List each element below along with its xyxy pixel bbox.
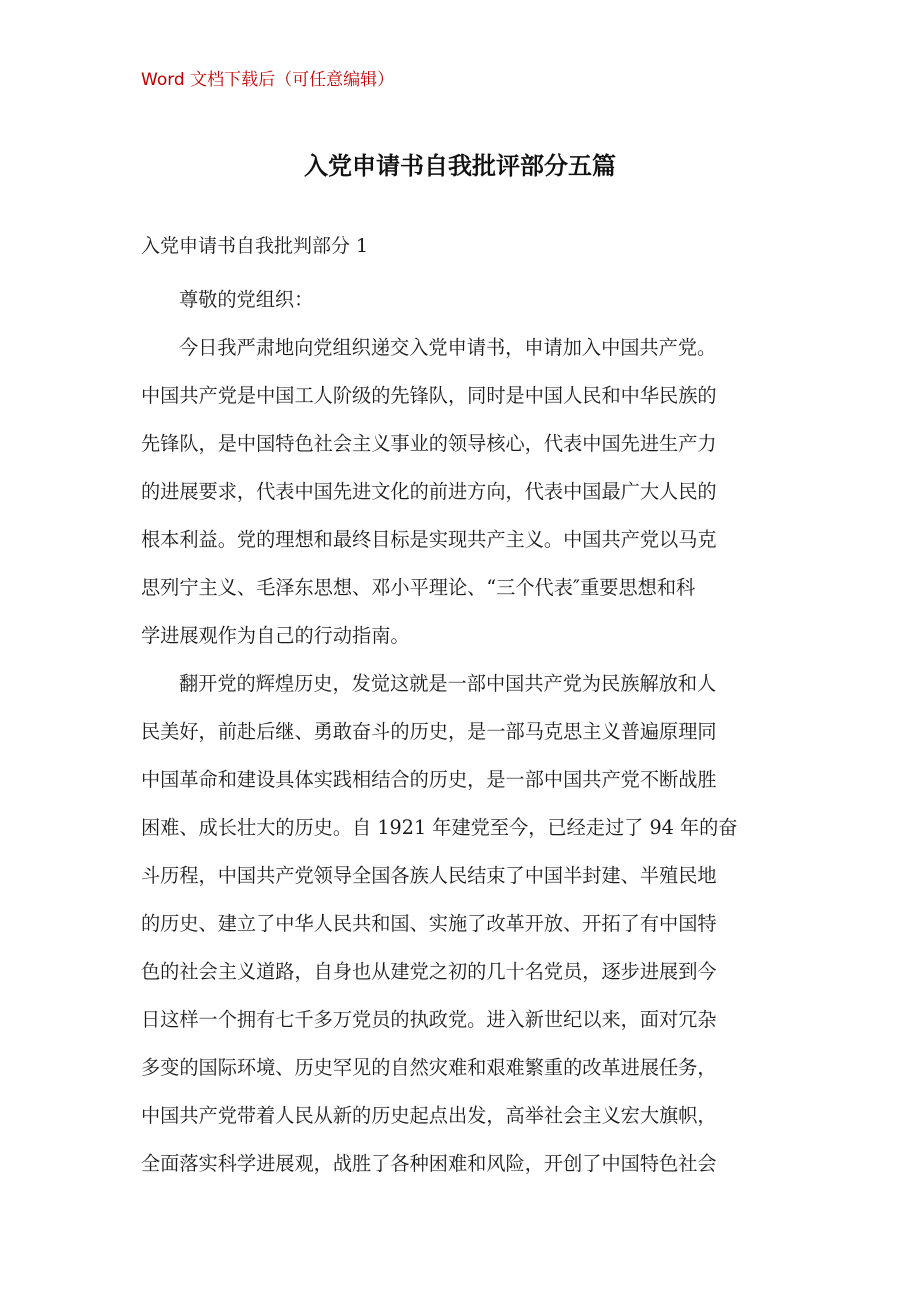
section-heading: 入党申请书自我批判部分 1 bbox=[141, 235, 369, 257]
paragraph-line: 斗历程，中国共产党领导全国各族人民结束了中国半封建、半殖民地 bbox=[141, 864, 717, 887]
paragraph-line: 的进展要求，代表中国先进文化的前进方向，代表中国最广大人民的 bbox=[141, 480, 717, 503]
paragraph-line: 多变的国际环境、历史罕见的自然灾难和艰难繁重的改革进展任务， bbox=[141, 1056, 717, 1079]
paragraph-line: 困难、成长壮大的历史。自 1921 年建党至今，已经走过了 94 年的奋 bbox=[141, 816, 738, 839]
salutation: 尊敬的党组织： bbox=[179, 288, 314, 311]
download-header-note: Word 文档下载后（可任意编辑） bbox=[141, 70, 395, 90]
paragraph-line: 色的社会主义道路，自身也从建党之初的几十名党员，逐步进展到今 bbox=[141, 960, 717, 983]
paragraph-line: 先锋队，是中国特色社会主义事业的领导核心，代表中国先进生产力 bbox=[141, 432, 717, 455]
paragraph-line: 今日我严肃地向党组织递交入党申请书，申请加入中国共产党。 bbox=[179, 336, 717, 359]
paragraph-line: 中国共产党带着人民从新的历史起点出发，高举社会主义宏大旗帜， bbox=[141, 1104, 717, 1127]
document-body bbox=[141, 276, 785, 1188]
paragraph-line: 学进展观作为自己的行动指南。 bbox=[141, 624, 410, 647]
paragraph-1 bbox=[141, 324, 785, 660]
salutation-paragraph bbox=[141, 276, 785, 324]
paragraph-line: 思列宁主义、毛泽东思想、邓小平理论、“三个代表″重要思想和科 bbox=[141, 576, 696, 599]
paragraph-line: 的历史、建立了中华人民共和国、实施了改革开放、开拓了有中国特 bbox=[141, 912, 717, 935]
document-title: 入党申请书自我批评部分五篇 bbox=[304, 152, 616, 180]
paragraph-line: 中国革命和建设具体实践相结合的历史，是一部中国共产党不断战胜 bbox=[141, 768, 717, 791]
paragraph-line: 全面落实科学进展观，战胜了各种困难和风险，开创了中国特色社会 bbox=[141, 1152, 717, 1175]
paragraph-line: 民美好，前赴后继、勇敢奋斗的历史，是一部马克思主义普遍原理同 bbox=[141, 720, 717, 743]
paragraph-line: 根本利益。党的理想和最终目标是实现共产主义。中国共产党以马克 bbox=[141, 528, 717, 551]
paragraph-line: 日这样一个拥有七千多万党员的执政党。进入新世纪以来，面对冗杂 bbox=[141, 1008, 717, 1031]
paragraph-2 bbox=[141, 660, 785, 1188]
paragraph-line: 中国共产党是中国工人阶级的先锋队，同时是中国人民和中华民族的 bbox=[141, 384, 717, 407]
paragraph-line: 翻开党的辉煌历史，发觉这就是一部中国共产党为民族解放和人 bbox=[179, 672, 717, 695]
